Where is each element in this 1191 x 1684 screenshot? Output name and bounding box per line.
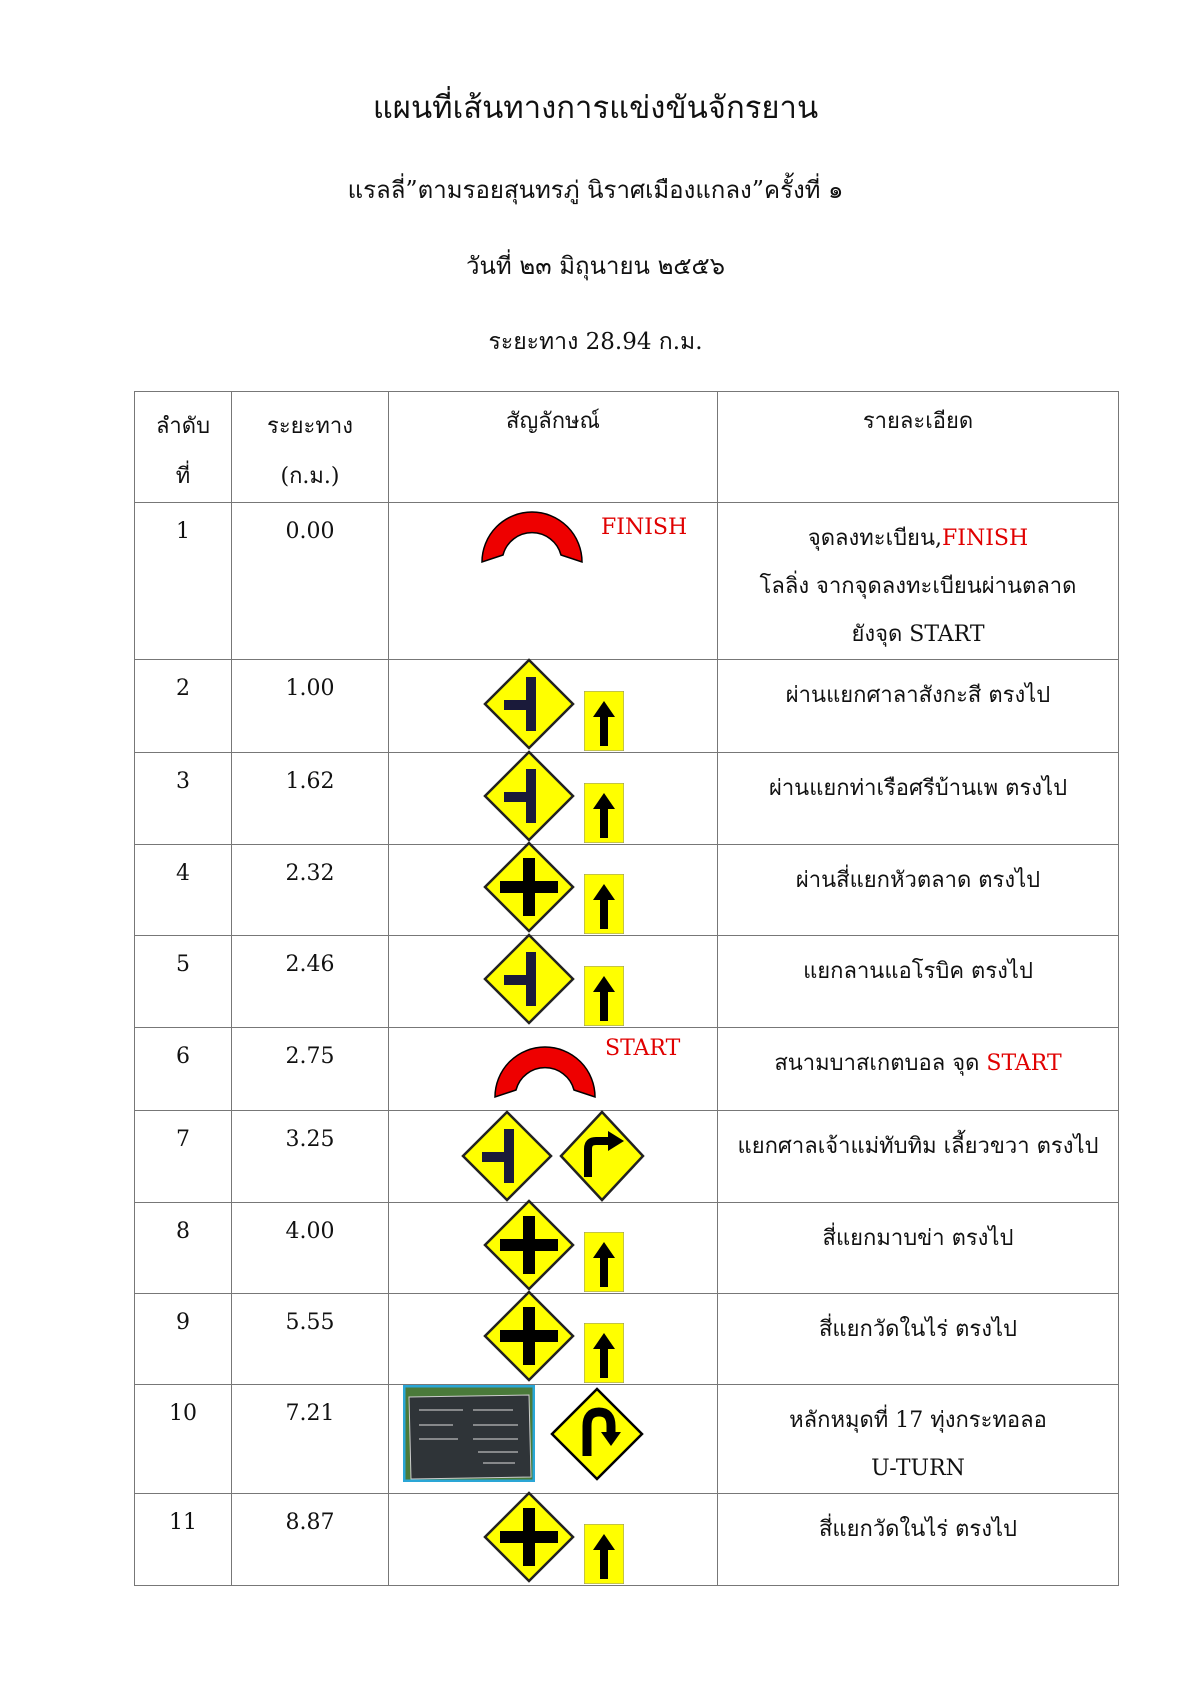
event-subtitle: แรลลี่”ตามรอยสุนทรภู่ นิราศเมืองแกลง”ครั้งที่ ๑ — [347, 176, 844, 204]
row-detail — [718, 845, 1119, 936]
u-turn-sign-icon — [549, 1386, 645, 1482]
row-detail — [718, 936, 1119, 1028]
straight-arrow-icon — [584, 783, 624, 843]
row-distance: 1.62 — [232, 753, 389, 845]
table-header-row — [135, 392, 1119, 503]
row-number: 3 — [135, 753, 232, 845]
crossroad-sign-icon — [482, 1490, 576, 1584]
straight-arrow-icon — [584, 691, 624, 751]
detail-text: สี่แยกวัดในไร่ ตรงไป — [819, 1317, 1017, 1342]
row-distance: 2.46 — [232, 936, 389, 1028]
detail-text: ผ่านแยกท่าเรือศรีบ้านเพ ตรงไป — [768, 776, 1068, 801]
row-number: 9 — [135, 1294, 232, 1385]
detail-text: จุดลงทะเบียน, — [807, 526, 942, 551]
arch-gate-icon — [490, 1042, 600, 1108]
row-detail — [718, 503, 1119, 660]
detail-line — [718, 765, 1118, 813]
table-row — [135, 1494, 1119, 1586]
row-symbols — [389, 936, 718, 1028]
table-row — [135, 1203, 1119, 1294]
event-date: วันที่ ๒๓ มิถุนายน ๒๕๕๖ — [466, 252, 725, 280]
row-symbols — [389, 1494, 718, 1586]
row-number: 7 — [135, 1111, 232, 1203]
detail-text: โลลิ่ง จากจุดลงทะเบียนผ่านตลาด — [759, 574, 1077, 599]
detail-text: แยกลานแอโรบิค ตรงไป — [803, 959, 1033, 984]
start-label: START — [605, 1036, 681, 1061]
straight-arrow-icon — [584, 874, 624, 934]
row-detail — [718, 1111, 1119, 1203]
column-header-distance: ระยะทาง (ก.ม.) — [232, 392, 389, 503]
row-number: 8 — [135, 1203, 232, 1294]
arch-gate-icon — [477, 507, 587, 573]
detail-text: ผ่านแยกศาลาสังกะสี ตรงไป — [785, 683, 1051, 708]
row-symbols — [389, 503, 718, 660]
t-junction-sign-icon — [482, 749, 576, 843]
column-header-symbol: สัญลักษณ์ — [389, 392, 718, 503]
detail-line — [718, 1306, 1118, 1354]
row-number: 4 — [135, 845, 232, 936]
row-distance: 4.00 — [232, 1203, 389, 1294]
detail-text: ยังจุด START — [851, 622, 985, 647]
row-detail — [718, 753, 1119, 845]
t-junction-sign-icon — [482, 657, 576, 751]
table-row — [135, 1294, 1119, 1385]
row-distance: 1.00 — [232, 660, 389, 753]
row-symbols — [389, 1385, 718, 1494]
row-distance: 5.55 — [232, 1294, 389, 1385]
detail-line — [718, 1397, 1118, 1445]
row-detail — [718, 1494, 1119, 1586]
row-number: 11 — [135, 1494, 232, 1586]
row-distance: 7.21 — [232, 1385, 389, 1494]
table-row — [135, 1385, 1119, 1494]
detail-text: แยกศาลเจ้าแม่ทับทิม เลี้ยวขวา ตรงไป — [737, 1134, 1099, 1159]
detail-line — [718, 515, 1118, 563]
crossroad-sign-icon — [482, 840, 576, 934]
row-symbols — [389, 1294, 718, 1385]
detail-text: สนามบาสเกตบอล จุด — [774, 1051, 987, 1076]
row-symbols — [389, 845, 718, 936]
row-number: 5 — [135, 936, 232, 1028]
detail-line — [718, 672, 1118, 720]
turn-right-sign-icon — [558, 1109, 646, 1203]
row-distance: 0.00 — [232, 503, 389, 660]
detail-text: หลักหมุดที่ 17 ทุ่งกระทอลอ — [789, 1408, 1047, 1433]
row-distance: 3.25 — [232, 1111, 389, 1203]
finish-label: FINISH — [601, 515, 688, 540]
highlight-text: START — [986, 1051, 1062, 1076]
t-junction-sign-icon — [460, 1109, 554, 1203]
row-detail — [718, 1028, 1119, 1111]
table-row — [135, 660, 1119, 753]
t-junction-sign-icon — [482, 932, 576, 1026]
detail-text: ผ่านสี่แยกหัวตลาด ตรงไป — [795, 868, 1041, 893]
table-row — [135, 503, 1119, 660]
row-symbols — [389, 1028, 718, 1111]
row-symbols — [389, 753, 718, 845]
straight-arrow-icon — [584, 1232, 624, 1292]
row-number: 1 — [135, 503, 232, 660]
row-detail — [718, 660, 1119, 753]
highlight-text: FINISH — [941, 526, 1029, 551]
detail-line — [718, 857, 1118, 905]
crossroad-sign-icon — [482, 1289, 576, 1383]
straight-arrow-icon — [584, 966, 624, 1026]
row-symbols — [389, 660, 718, 753]
detail-line — [718, 1506, 1118, 1554]
table-row — [135, 936, 1119, 1028]
crossroad-sign-icon — [482, 1198, 576, 1292]
straight-arrow-icon — [584, 1524, 624, 1584]
column-header-order: ลำดับ ที่ — [135, 392, 232, 503]
row-number: 10 — [135, 1385, 232, 1494]
total-distance: ระยะทาง 28.94 ก.ม. — [488, 329, 703, 355]
detail-line — [718, 1040, 1118, 1088]
row-symbols — [389, 1111, 718, 1203]
milestone-photo — [403, 1385, 535, 1482]
detail-line — [718, 1123, 1118, 1171]
detail-line — [718, 1445, 1118, 1493]
detail-line — [718, 948, 1118, 996]
detail-text: สี่แยกมาบข่า ตรงไป — [822, 1226, 1014, 1251]
row-detail — [718, 1203, 1119, 1294]
detail-text: สี่แยกวัดในไร่ ตรงไป — [819, 1517, 1017, 1542]
row-number: 2 — [135, 660, 232, 753]
table-row — [135, 753, 1119, 845]
straight-arrow-icon — [584, 1323, 624, 1383]
row-number: 6 — [135, 1028, 232, 1111]
row-distance: 8.87 — [232, 1494, 389, 1586]
column-header-detail: รายละเอียด — [718, 392, 1119, 503]
page-title: แผนที่เส้นทางการแข่งขันจักรยาน — [372, 90, 819, 126]
row-detail — [718, 1294, 1119, 1385]
row-symbols — [389, 1203, 718, 1294]
row-distance: 2.75 — [232, 1028, 389, 1111]
detail-line — [718, 563, 1118, 611]
table-row — [135, 845, 1119, 936]
detail-text: U-TURN — [871, 1456, 965, 1481]
table-row — [135, 1028, 1119, 1111]
row-detail — [718, 1385, 1119, 1494]
detail-line — [718, 611, 1118, 659]
row-distance: 2.32 — [232, 845, 389, 936]
route-table — [134, 391, 1119, 1586]
table-row — [135, 1111, 1119, 1203]
detail-line — [718, 1215, 1118, 1263]
